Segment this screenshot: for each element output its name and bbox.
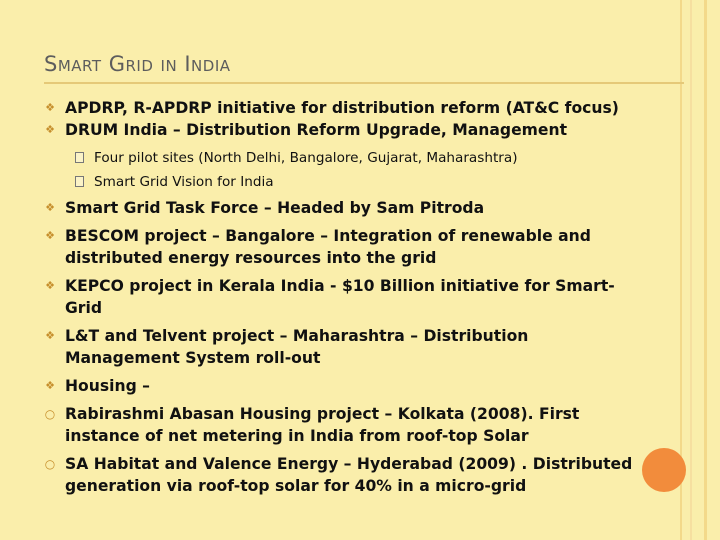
diamond-bullet-icon: ❖ bbox=[45, 101, 55, 114]
diamond-bullet-icon: ❖ bbox=[45, 379, 55, 392]
list-item bbox=[44, 197, 644, 219]
title-underline bbox=[44, 82, 684, 84]
diamond-bullet-icon: ❖ bbox=[45, 123, 55, 136]
list-item-text: APDRP, R-APDRP initiative for distribution reform (AT&C focus) bbox=[65, 99, 619, 117]
list-item bbox=[44, 453, 644, 497]
list-item-text: Rabirashmi Abasan Housing project – Kolkata (2008). First instance of net metering in India from roof-top Solar bbox=[65, 405, 580, 445]
decorative-stripe bbox=[690, 0, 692, 540]
list-item-text: Smart Grid Task Force – Headed by Sam Pitroda bbox=[65, 199, 485, 217]
list-item-text: DRUM India – Distribution Reform Upgrade, Management bbox=[65, 121, 568, 139]
list-item-text: BESCOM project – Bangalore – Integration of renewable and distributed energy resources into the grid bbox=[65, 227, 591, 267]
list-item-text: L&T and Telvent project – Maharashtra – Distribution Management System roll-out bbox=[65, 327, 529, 367]
decorative-stripe bbox=[704, 0, 707, 540]
list-item bbox=[44, 97, 644, 119]
circle-bullet-icon: ○ bbox=[44, 457, 56, 471]
square-bullet-icon bbox=[75, 152, 84, 163]
diamond-bullet-icon: ❖ bbox=[45, 279, 55, 292]
list-item bbox=[44, 225, 644, 269]
sub-list-item-text: Four pilot sites (North Delhi, Bangalore, Gujarat, Maharashtra) bbox=[94, 150, 518, 166]
circle-bullet-icon: ○ bbox=[44, 407, 56, 421]
square-bullet-icon bbox=[75, 176, 84, 187]
list-item bbox=[44, 403, 644, 447]
list-item bbox=[44, 325, 644, 369]
diamond-bullet-icon: ❖ bbox=[45, 229, 55, 242]
list-item bbox=[44, 119, 644, 141]
list-item-text: SA Habitat and Valence Energy – Hyderabad (2009) . Distributed generation via roof-top solar for 40% in a micro-grid bbox=[65, 455, 633, 495]
list-item-text: Housing – bbox=[65, 377, 150, 395]
sub-list-item bbox=[44, 147, 644, 169]
bullet-list bbox=[44, 97, 644, 497]
sub-list-item bbox=[44, 171, 644, 193]
slide-title: Smart Grid in India bbox=[44, 52, 231, 76]
list-item-text: KEPCO project in Kerala India - $10 Billion initiative for Smart-Grid bbox=[65, 277, 615, 317]
list-item bbox=[44, 275, 644, 319]
diamond-bullet-icon: ❖ bbox=[45, 329, 55, 342]
sub-list-item-text: Smart Grid Vision for India bbox=[94, 174, 274, 190]
list-item bbox=[44, 375, 644, 397]
decorative-circle bbox=[642, 448, 686, 492]
diamond-bullet-icon: ❖ bbox=[45, 201, 55, 214]
